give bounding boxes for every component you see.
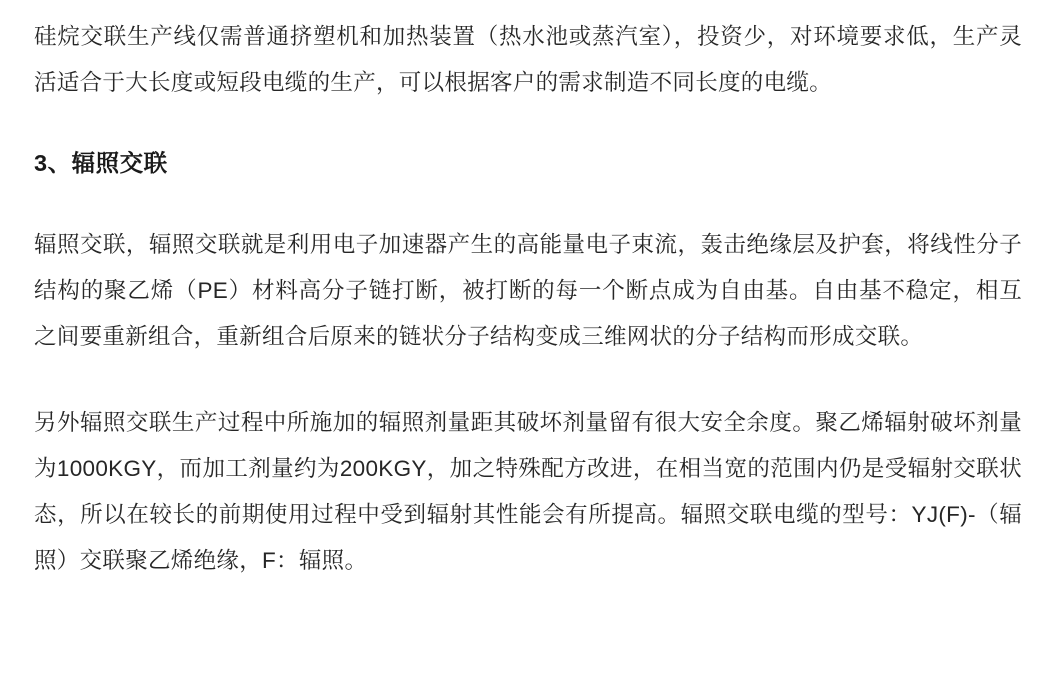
section-heading-radiation-crosslinking: 3、辐照交联 [34,150,168,176]
paragraph-radiation-dose: 另外辐照交联生产过程中所施加的辐照剂量距其破坏剂量留有很大安全余度。聚乙烯辐射破坏剂量为1000KGY，而加工剂量约为200KGY，加之特殊配方改进，在相当宽的范围内仍是受辐射交联状态，所以在较长的前期使用过程中受到辐射其性能会有所提高。辐照交联电缆的型号：YJ(F)-（辐照）交联聚乙烯绝缘，F：辐照。 [34,410,1022,573]
paragraph-intro: 硅烷交联生产线仅需普通挤塑机和加热装置（热水池或蒸汽室），投资少，对环境要求低，生产灵活适合于大长度或短段电缆的生产，可以根据客户的需求制造不同长度的电缆。 [34,24,1022,95]
paragraph-radiation-definition: 辐照交联，辐照交联就是利用电子加速器产生的高能量电子束流，轰击绝缘层及护套，将线性分子结构的聚乙烯（PE）材料高分子链打断，被打断的每一个断点成为自由基。自由基不稳定，相互之间要重新组合，重新组合后原来的链状分子结构变成三维网状的分子结构而形成交联。 [34,232,1022,349]
